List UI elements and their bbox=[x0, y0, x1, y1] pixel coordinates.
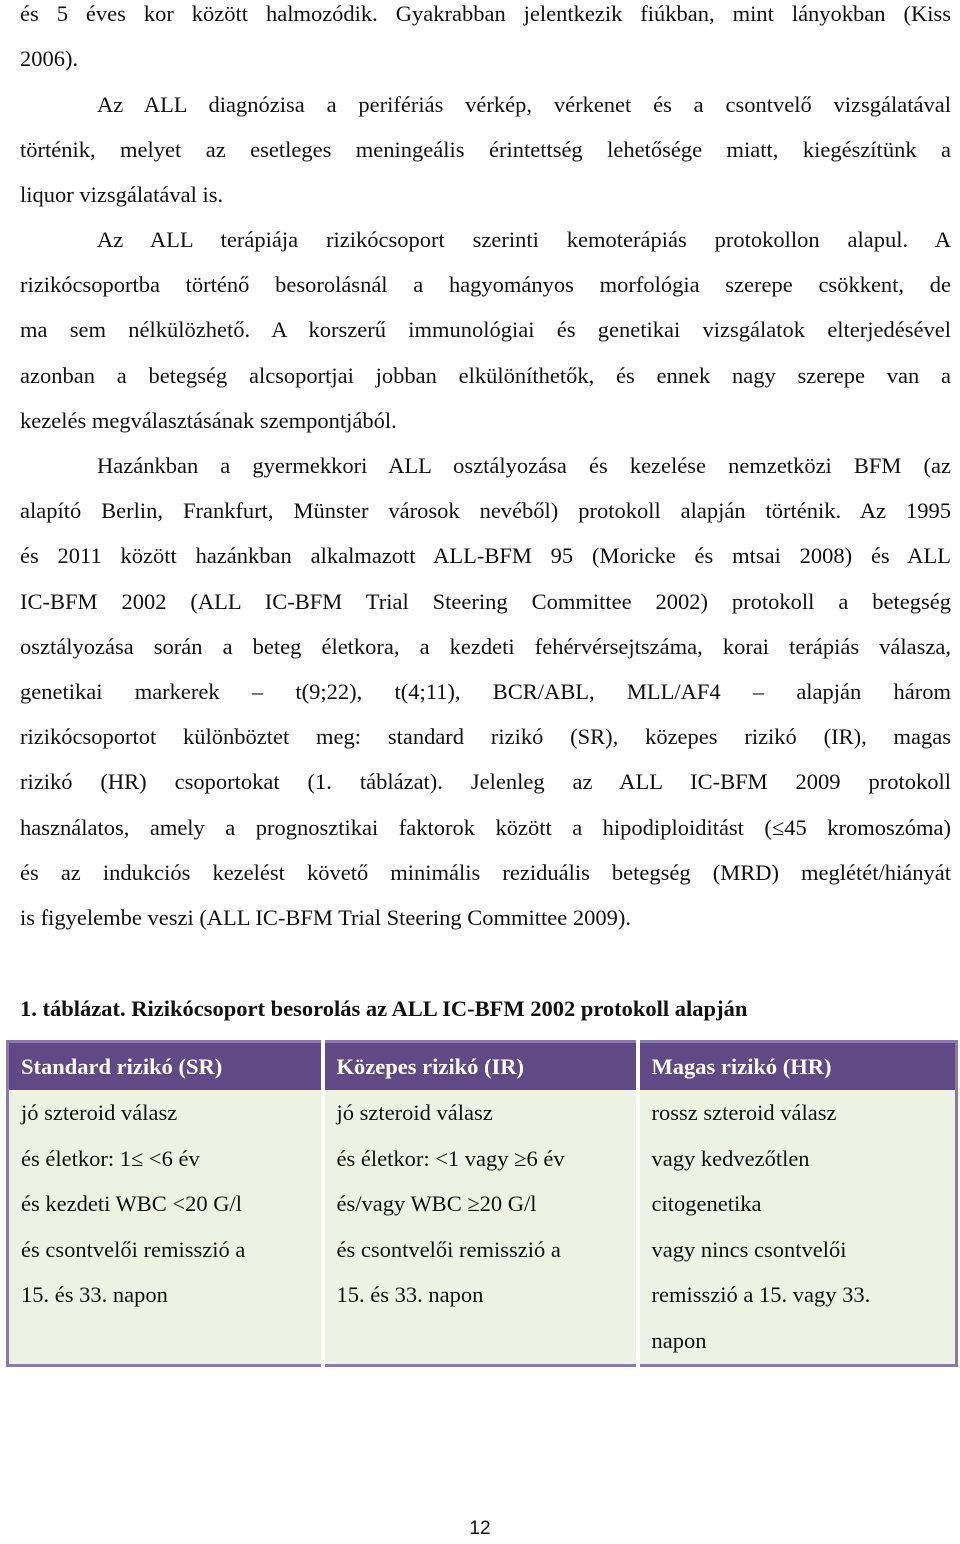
table-cell-standard-risk bbox=[8, 1090, 323, 1365]
cell-line: és/vagy WBC ≥20 G/l bbox=[336, 1191, 537, 1216]
cell-line: és csontvelői remisszió a bbox=[21, 1236, 246, 1262]
cell-line: és életkor: 1≤ <6 év bbox=[21, 1145, 200, 1171]
table-caption bbox=[20, 994, 951, 1024]
text-line: kezelés megválasztásának szempontjából. bbox=[20, 408, 397, 433]
table-header-row bbox=[8, 1042, 957, 1091]
text-line: IC-BFM 2002 (ALL IC-BFM Trial Steering Committee 2002) protokoll a betegség bbox=[20, 589, 951, 614]
cell-line: jó szteroid válasz bbox=[336, 1100, 493, 1125]
cell-line: remisszió a 15. vagy 33. bbox=[651, 1282, 871, 1307]
text-line: liquor vizsgálatával is. bbox=[20, 182, 224, 207]
cell-line: és csontvelői remisszió a bbox=[336, 1236, 561, 1262]
text-line: Az ALL terápiája rizikócsoport szerinti kemoterápiás protokollon alapul. A bbox=[97, 227, 951, 252]
cell-line: 15. és 33. napon bbox=[336, 1282, 484, 1307]
cell-line: rossz szteroid válasz bbox=[651, 1100, 837, 1125]
text-line: és 5 éves kor között halmozódik. Gyakrabban jelentkezik fiúkban, mint lányokban (Kiss bbox=[20, 1, 951, 26]
table-cell-high-risk bbox=[638, 1090, 957, 1365]
page-number: 12 bbox=[469, 1518, 491, 1539]
text-line: rizikócsoportot különböztet meg: standard rizikó (SR), közepes rizikó (IR), magas bbox=[20, 724, 951, 749]
text-line: használatos, amely a prognosztikai faktorok között a hipodiploiditást (≤45 kromoszóma) bbox=[20, 815, 951, 840]
column-header-intermediate-risk: Közepes rizikó (IR) bbox=[323, 1042, 638, 1091]
text-line: és 2011 között hazánkban alkalmazott ALL-BFM 95 (Moricke és mtsai 2008) és ALL bbox=[20, 543, 951, 568]
text-line: és az indukciós kezelést követő minimális reziduális betegség (MRD) meglétét/hiányát bbox=[20, 860, 951, 885]
cell-line: és kezdeti WBC <20 G/l bbox=[21, 1191, 242, 1216]
cell-line: vagy nincs csontvelői bbox=[651, 1236, 847, 1262]
text-line: azonban a betegség alcsoportjai jobban elkülöníthetők, és ennek nagy szerepe van a bbox=[20, 363, 951, 388]
text-line: ma sem nélkülözhető. A korszerű immunológiai és genetikai vizsgálatok elterjedésével bbox=[20, 317, 951, 342]
text-line: történik, melyet az esetleges meningeális érintettség lehetősége miatt, kiegészítünk a bbox=[20, 137, 951, 162]
cell-line: vagy kedvezőtlen bbox=[651, 1145, 810, 1171]
cell-line: jó szteroid válasz bbox=[21, 1100, 178, 1125]
text-line: alapító Berlin, Frankfurt, Münster városok nevéből) protokoll alapján történik. Az 1995 bbox=[20, 498, 951, 523]
table-caption-text: Rizikócsoport besorolás az ALL IC-BFM 2002 protokoll alapján bbox=[131, 996, 748, 1021]
text-line: rizikó (HR) csoportokat (1. táblázat). Jelenleg az ALL IC-BFM 2009 protokoll bbox=[20, 769, 951, 794]
column-header-standard-risk: Standard rizikó (SR) bbox=[8, 1042, 323, 1091]
text-line: genetikai markerek – t(9;22), t(4;11), BCR/ABL, MLL/AF4 – alapján három bbox=[20, 679, 951, 704]
cell-line: napon bbox=[651, 1327, 707, 1353]
text-line: is figyelembe veszi (ALL IC-BFM Trial Steering Committee 2009). bbox=[20, 905, 631, 930]
risk-group-table bbox=[6, 1040, 958, 1367]
text-line: rizikócsoportba történő besorolásnál a hagyományos morfológia szerepe csökkent, de bbox=[20, 272, 951, 297]
text-line: Az ALL diagnózisa a perifériás vérkép, vérkenet és a csontvelő vizsgálatával bbox=[97, 92, 951, 117]
table-caption-label: 1. táblázat. bbox=[20, 996, 126, 1021]
text-line: osztályozása során a beteg életkora, a kezdeti fehérvérsejtszáma, korai terápiás válasza, bbox=[20, 634, 951, 659]
cell-line: citogenetika bbox=[651, 1191, 762, 1216]
cell-line: 15. és 33. napon bbox=[21, 1282, 168, 1307]
text-line: Hazánkban a gyermekkori ALL osztályozása és kezelése nemzetközi BFM (az bbox=[97, 453, 951, 478]
column-header-high-risk: Magas rizikó (HR) bbox=[638, 1042, 957, 1091]
cell-line: és életkor: <1 vagy ≥6 év bbox=[336, 1145, 565, 1171]
text-line: 2006). bbox=[20, 46, 79, 71]
table-cell-intermediate-risk bbox=[323, 1090, 638, 1365]
table-row bbox=[8, 1090, 957, 1365]
